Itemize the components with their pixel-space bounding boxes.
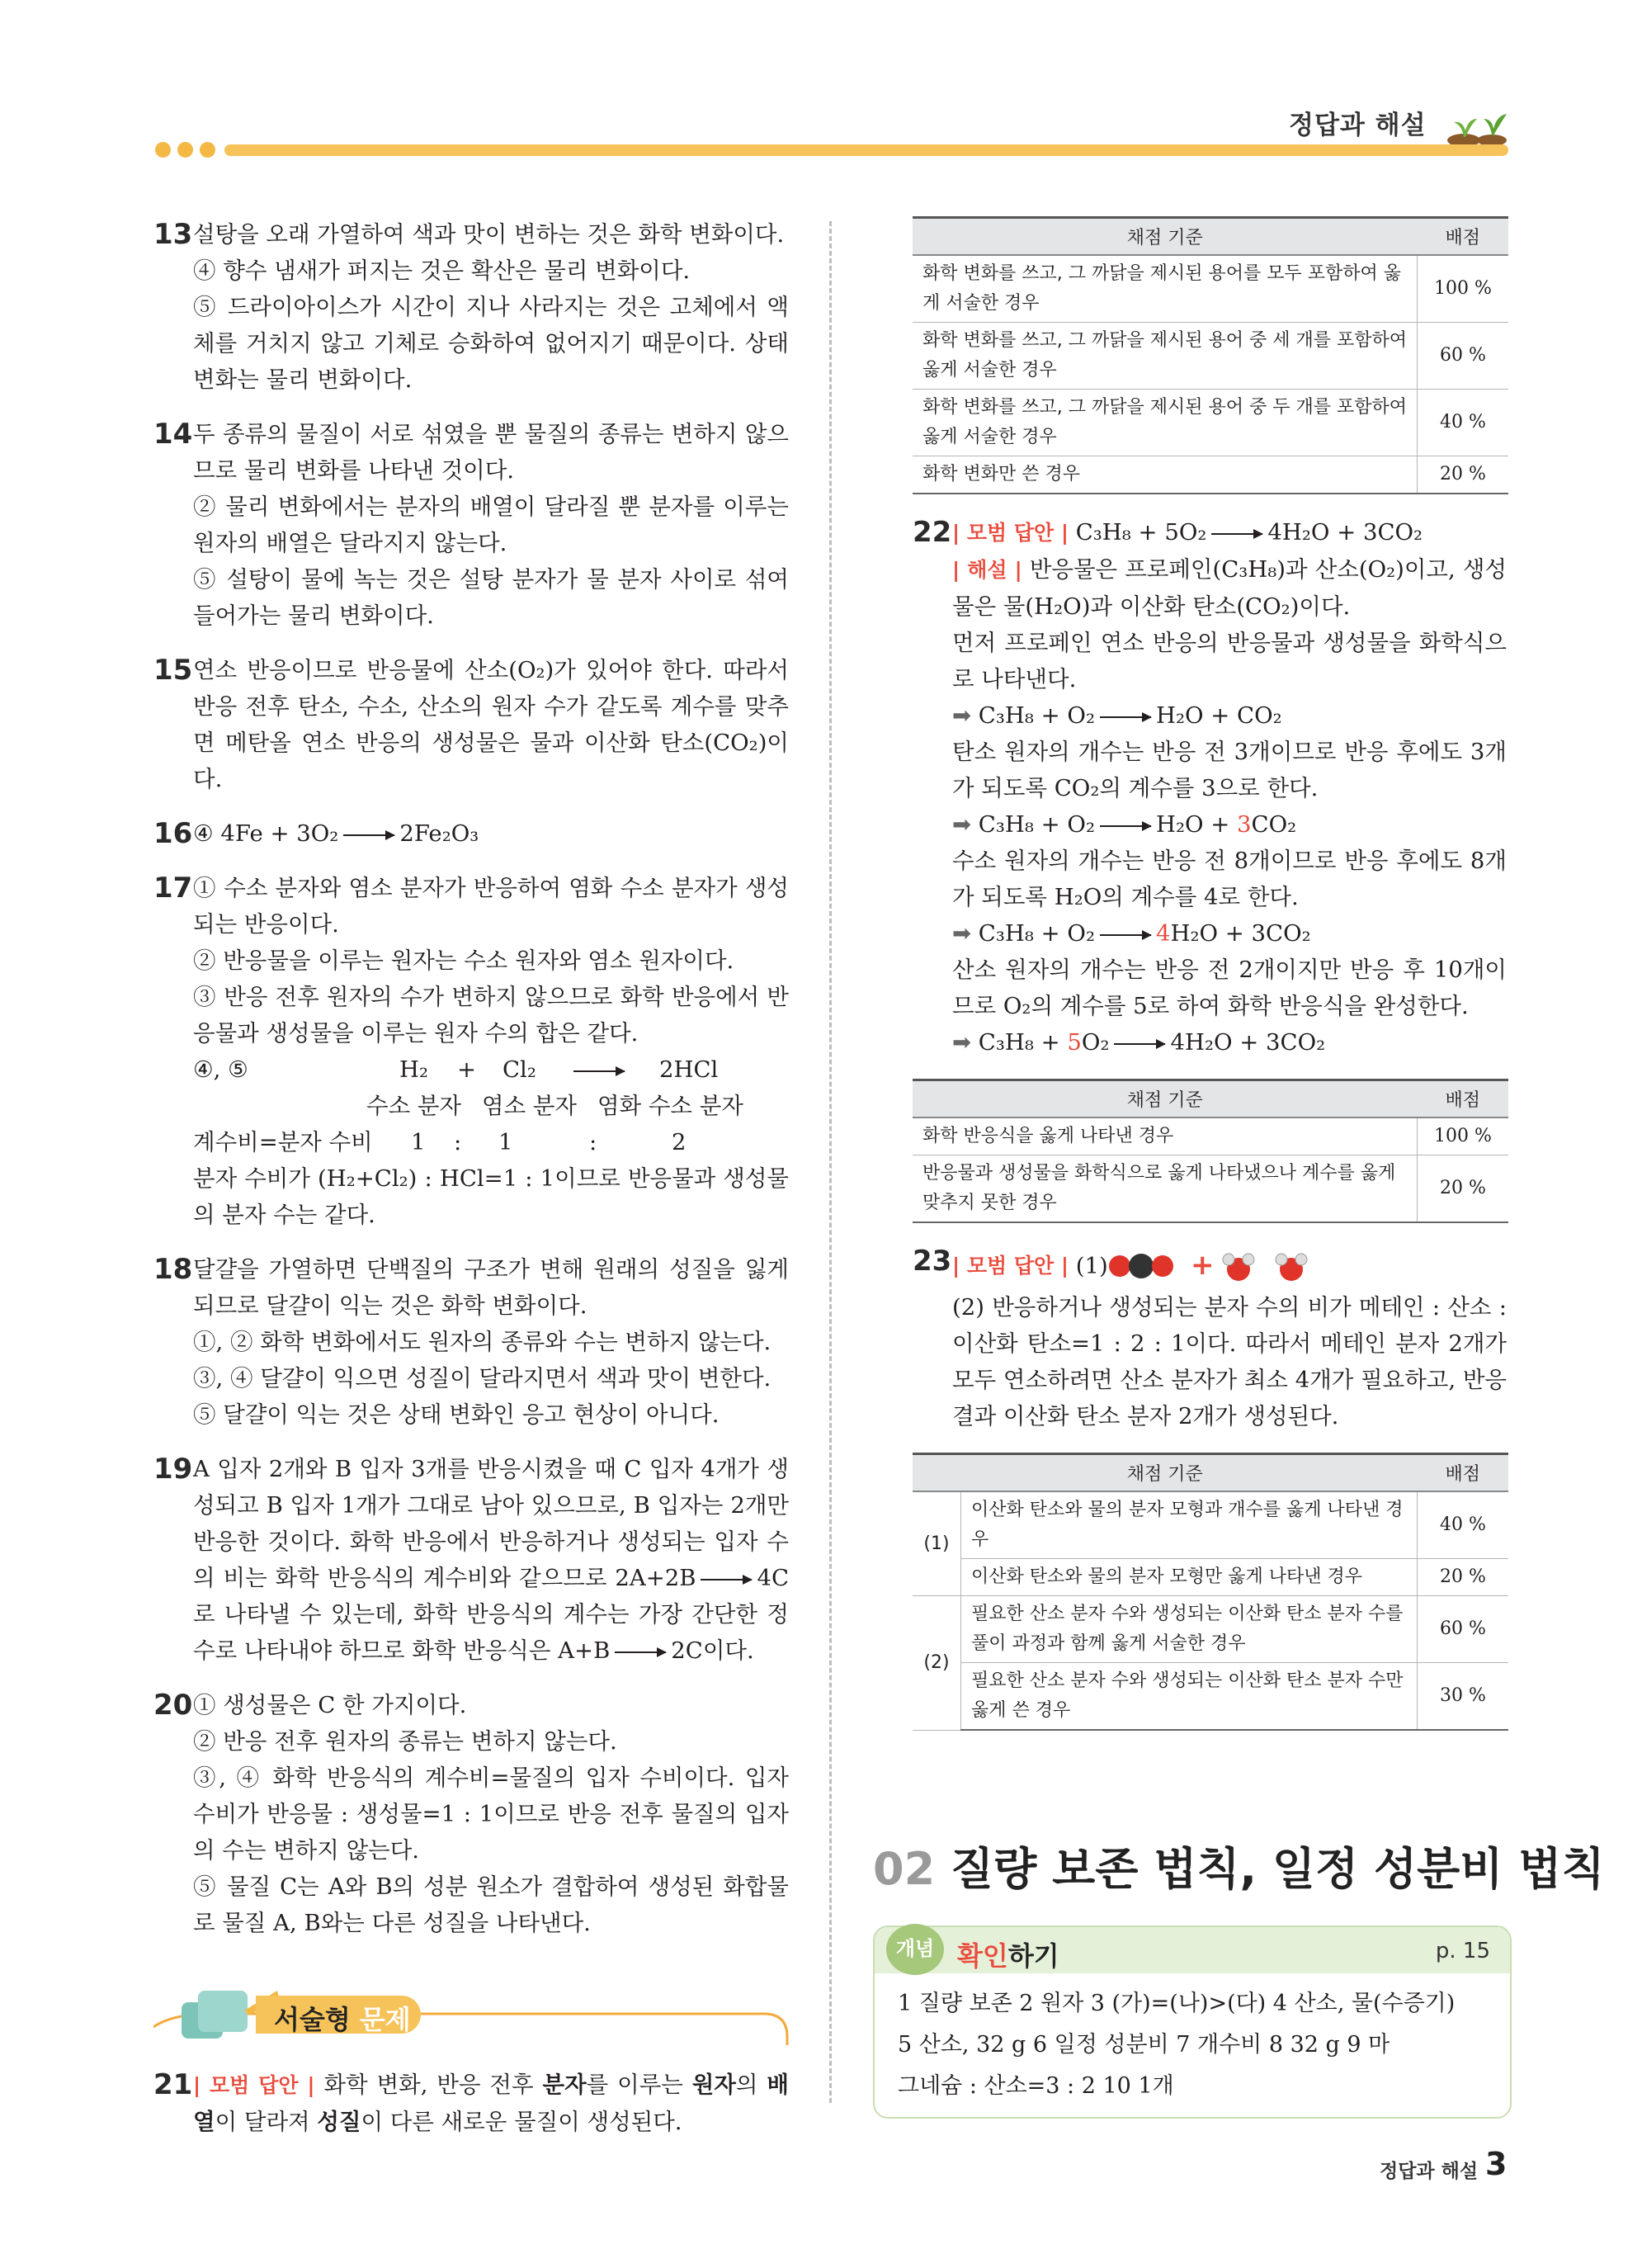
question-number: 21 bbox=[153, 2068, 193, 2101]
concept-answer-line: 그네슘 : 산소=3 : 2 10 1개 bbox=[898, 2073, 1174, 2099]
answer-text: A 입자 2개와 B 입자 3개를 반응시켰을 때 C 입자 4개가 생성되고 B 입자 1개가 그대로 남아 있으므로, B 입자는 2개만 반응한 것이다. 화학 반응에서 반응하거나 생성되는 입자 수의 비는 화학 반응식의 계수비와 같으므로 2A+2B bbox=[193, 1456, 789, 1591]
answer-line: (2) 반응하거나 생성되는 분자 수의 비가 메테인 : 산소 : 이산화 탄소=1 : 2 : 1이다. 따라서 메테인 분자 2개가 모두 연소하려면 산소 분자가 최소 4개가 필요하고, 반응 결과 이산화 탄소 분자 2개가 생성된다. bbox=[952, 1294, 1507, 1429]
points-cell: 100 % bbox=[1418, 255, 1509, 323]
header-bar bbox=[224, 144, 1508, 156]
question-number: 15 bbox=[153, 654, 193, 687]
reaction-arrow bbox=[1100, 825, 1151, 827]
question-16 bbox=[153, 815, 789, 852]
points-cell: 20 % bbox=[1418, 1559, 1509, 1596]
points-cell: 40 % bbox=[1418, 1491, 1509, 1559]
concept-badge: 개념 bbox=[886, 1924, 944, 1975]
molecule-models-icon bbox=[1108, 1243, 1331, 1289]
ratio-row bbox=[193, 1124, 789, 1160]
points-cell: 60 % bbox=[1418, 323, 1509, 390]
ratio-colon: : bbox=[589, 1129, 597, 1155]
equation-left: C₃H₈ + 5O₂ bbox=[1075, 519, 1207, 546]
page-reference: p. 15 bbox=[1435, 1939, 1490, 1963]
concept-answers bbox=[875, 1973, 1510, 2117]
equation-left: C₃H₈ + O₂ bbox=[978, 920, 1095, 947]
group-cell: (1) bbox=[913, 1491, 961, 1596]
answer-line: ⑤ 물질 C는 A와 B의 성분 원소가 결합하여 생성된 화합물로 물질 A, B와는 다른 성질을 나타낸다. bbox=[193, 1873, 789, 1936]
answer-line: ⑤ 달걀이 익는 것은 상태 변화인 응고 현상이 아니다. bbox=[193, 1401, 720, 1428]
formula-h2: H₂ bbox=[399, 1056, 429, 1083]
highlighted-coefficient: 5 bbox=[1067, 1029, 1082, 1056]
criteria-cell: 이산화 탄소와 물의 분자 모형과 개수를 옳게 나타낸 경우 bbox=[961, 1491, 1418, 1559]
criteria-cell: 화학 반응식을 옳게 나타낸 경우 bbox=[913, 1117, 1418, 1155]
reaction-arrow bbox=[1211, 533, 1262, 535]
scoring-table-21 bbox=[913, 216, 1508, 494]
answer-line: ④ 향수 냄새가 퍼지는 것은 확산은 물리 변화이다. bbox=[193, 258, 691, 284]
question-19 bbox=[153, 1451, 789, 1669]
reaction-arrow bbox=[615, 1651, 666, 1653]
table-header: 배점 bbox=[1418, 1454, 1509, 1492]
answer-line: 먼저 프로페인 연소 반응의 반응물과 생성물을 화학식으로 나타낸다. bbox=[952, 630, 1507, 692]
criteria-cell: 필요한 산소 분자 수와 생성되는 이산화 탄소 분자 수만 옳게 쓴 경우 bbox=[961, 1663, 1418, 1731]
names-label bbox=[193, 1088, 366, 1124]
name-hydrogen: 수소 분자 bbox=[366, 1093, 462, 1119]
question-18 bbox=[153, 1251, 789, 1433]
model-answer-tag: | 모범 답안 | bbox=[952, 1254, 1069, 1278]
answer-line: ①, ② 화학 변화에서도 원자의 종류와 수는 변하지 않는다. bbox=[193, 1329, 771, 1355]
points-cell: 30 % bbox=[1418, 1663, 1509, 1731]
equation-right: 4H₂O + 3CO₂ bbox=[1267, 519, 1423, 546]
answer-line: 분자 수비가 (H₂+Cl₂) : HCl=1 : 1이므로 반응물과 생성물의 분자 수는 같다. bbox=[193, 1165, 789, 1228]
page-number: 3 bbox=[1485, 2146, 1508, 2182]
concept-answer-line: 5 산소, 32 g 6 일정 성분비 7 개수비 8 32 g 9 마 bbox=[898, 2032, 1390, 2058]
equation-right: H₂O + bbox=[1155, 811, 1238, 838]
reaction-arrow bbox=[1100, 716, 1151, 718]
points-cell: 60 % bbox=[1418, 1596, 1509, 1663]
table-row bbox=[913, 1559, 1508, 1596]
concept-title-text: 하기 bbox=[1007, 1940, 1059, 1972]
answer-line: 설탕을 오래 가열하여 색과 맛이 변하는 것은 화학 변화이다. bbox=[193, 221, 785, 248]
answer-line: ② 물리 변화에서는 분자의 배열이 달라질 뿐 분자를 이루는 원자의 배열은 달라지지 않는다. bbox=[193, 494, 789, 556]
table-row bbox=[913, 390, 1508, 456]
arrow-right-icon: ➡ bbox=[952, 702, 972, 729]
arrow-right-icon: ➡ bbox=[952, 811, 972, 838]
reaction-arrow bbox=[343, 834, 394, 836]
reaction-arrow bbox=[1114, 1043, 1165, 1045]
reaction-arrow bbox=[701, 1579, 752, 1581]
name-chlorine: 염소 분자 bbox=[482, 1093, 578, 1119]
question-13 bbox=[153, 216, 789, 398]
arrow-right-icon: ➡ bbox=[952, 920, 972, 947]
equation-right: 2Fe₂O₃ bbox=[399, 820, 479, 847]
equation-right: 4H₂O + 3CO₂ bbox=[1170, 1029, 1326, 1056]
question-number: 22 bbox=[913, 516, 952, 549]
answer-line: ⑤ 설탕이 물에 녹는 것은 설탕 분자가 물 분자 사이로 섞여 들어가는 물리 변화이다. bbox=[193, 566, 789, 629]
question-20 bbox=[153, 1687, 789, 1941]
essay-banner bbox=[153, 1977, 789, 2052]
equation-right: H₂O + 3CO₂ bbox=[1170, 920, 1311, 947]
table-row bbox=[913, 1596, 1508, 1663]
answer-text: 4C로 나타낼 수 있는데, 화학 반응식의 계수는 가장 간단한 정수로 나타내야 하므로 화학 반응식은 A+B bbox=[193, 1565, 789, 1664]
right-column bbox=[913, 216, 1507, 1751]
keyword: 분자 bbox=[542, 2072, 587, 2098]
answer-text: 의 bbox=[735, 2072, 767, 2098]
section-heading bbox=[873, 1834, 1605, 1897]
answer-line: ② 반응 전후 원자의 종류는 변하지 않는다. bbox=[193, 1728, 617, 1755]
answer-text: 화학 변화, 반응 전후 bbox=[323, 2072, 543, 2098]
answer-text: 이 다른 새로운 물질이 생성된다. bbox=[361, 2109, 682, 2135]
scoring-table-22 bbox=[913, 1079, 1508, 1223]
table-row bbox=[913, 1491, 1508, 1559]
plus-sign: + bbox=[1190, 1249, 1215, 1282]
equation-right: H₂O + CO₂ bbox=[1155, 702, 1282, 729]
answer-line: ③, ④ 달걀이 익으면 성질이 달라지면서 색과 맛이 변한다. bbox=[193, 1365, 771, 1392]
answer-line: 두 종류의 물질이 서로 섞였을 뿐 물질의 종류는 변하지 않으므로 물리 변화를 나타낸 것이다. bbox=[193, 421, 789, 484]
name-hcl: 염화 수소 분자 bbox=[597, 1093, 743, 1119]
equation-label: ④, ⑤ bbox=[193, 1056, 248, 1083]
left-column bbox=[153, 216, 789, 1959]
answer-text: 반응물은 프로페인(C₃H₈)과 산소(O₂)이고, 생성물은 물(H₂O)과 이산화 탄소(CO₂)이다. bbox=[952, 556, 1507, 620]
question-14 bbox=[153, 416, 789, 634]
table-row bbox=[913, 456, 1508, 494]
ratio-label: 계수비=분자 수비 bbox=[193, 1129, 373, 1155]
reaction-arrow bbox=[573, 1070, 625, 1072]
column-divider bbox=[829, 221, 832, 2103]
equation-left: C₃H₈ + bbox=[978, 1029, 1068, 1056]
question-15 bbox=[153, 652, 789, 797]
answer-line: ① 수소 분자와 염소 분자가 반응하여 염화 수소 분자가 생성되는 반응이다. bbox=[193, 875, 789, 938]
sub-answer-label: (1) bbox=[1075, 1253, 1108, 1279]
reaction-arrow bbox=[1100, 934, 1151, 936]
sprout-icon bbox=[1446, 101, 1512, 147]
ratio-value: 2 bbox=[672, 1129, 687, 1155]
answer-line: 탄소 원자의 개수는 반응 전 3개이므로 반응 후에도 3개가 되도록 CO₂의 계수를 3으로 한다. bbox=[952, 739, 1507, 801]
table-header: 배점 bbox=[1418, 1080, 1509, 1118]
answer-line: 연소 반응이므로 반응물에 산소(O₂)가 있어야 한다. 따라서 반응 전후 탄소, 수소, 산소의 원자 수가 같도록 계수를 맞추면 메탄올 연소 반응의 생성물은 물과 이산화 탄소(CO₂)이다. bbox=[193, 657, 789, 792]
arrow-right-icon: ➡ bbox=[952, 1029, 972, 1056]
concept-answer-line: 1 질량 보존 2 원자 3 (가)=(나)>(다) 4 산소, 물(수증기) bbox=[898, 1991, 1456, 2016]
equation-left: ④ 4Fe + 3O₂ bbox=[193, 820, 339, 847]
equation-left: C₃H₈ + O₂ bbox=[978, 702, 1095, 729]
question-number: 14 bbox=[153, 418, 193, 451]
criteria-cell: 화학 변화를 쓰고, 그 까닭을 제시된 용어 중 두 개를 포함하여 옳게 서술한 경우 bbox=[913, 390, 1418, 456]
answer-line: ① 생성물은 C 한 가지이다. bbox=[193, 1692, 467, 1718]
criteria-cell: 화학 변화만 쓴 경우 bbox=[913, 456, 1418, 494]
essay-banner-graphic bbox=[153, 1977, 789, 2052]
criteria-cell: 필요한 산소 분자 수와 생성되는 이산화 탄소 분자 수를 풀이 과정과 함께 옳게 서술한 경우 bbox=[961, 1596, 1418, 1663]
concept-check-box bbox=[873, 1925, 1512, 2119]
section-number: 02 bbox=[873, 1843, 936, 1895]
essay-section bbox=[153, 1977, 789, 2158]
model-answer-tag: | 모범 답안 | bbox=[952, 521, 1069, 545]
names-row bbox=[193, 1088, 789, 1124]
ratio-colon: : bbox=[454, 1129, 462, 1155]
explanation-tag: | 해설 | bbox=[952, 558, 1022, 582]
concept-title-accent: 확인 bbox=[957, 1940, 1008, 1972]
plus-sign: + bbox=[457, 1056, 477, 1083]
answer-line: ② 반응물을 이루는 원자는 수소 원자와 염소 원자이다. bbox=[193, 947, 734, 974]
concept-title bbox=[957, 1935, 1059, 1973]
formula-hcl: 2HCl bbox=[659, 1056, 719, 1083]
answer-line: ⑤ 드라이아이스가 시간이 지나 사라지는 것은 고체에서 액체를 거치지 않고 기체로 승화하여 없어지기 때문이다. 상태 변화는 물리 변화이다. bbox=[193, 294, 789, 393]
equation-right: CO₂ bbox=[1251, 811, 1297, 838]
keyword: 배열 bbox=[193, 2072, 789, 2135]
essay-banner-label-accent: 문제 bbox=[359, 2004, 411, 2035]
table-row bbox=[913, 1117, 1508, 1155]
highlighted-coefficient: 4 bbox=[1155, 920, 1171, 947]
essay-banner-label: 서술형 bbox=[274, 2004, 351, 2035]
question-number: 23 bbox=[913, 1245, 952, 1278]
points-cell: 40 % bbox=[1418, 390, 1509, 456]
question-22 bbox=[913, 514, 1507, 1061]
table-header: 채점 기준 bbox=[913, 1454, 1418, 1492]
header-dots bbox=[155, 142, 222, 161]
question-number: 20 bbox=[153, 1689, 193, 1722]
group-cell: (2) bbox=[913, 1596, 961, 1731]
table-header: 채점 기준 bbox=[913, 1080, 1418, 1118]
points-cell: 20 % bbox=[1418, 1155, 1509, 1223]
question-21 bbox=[153, 2067, 789, 2140]
table-row bbox=[913, 255, 1508, 323]
equation-left: C₃H₈ + O₂ bbox=[978, 811, 1095, 838]
scoring-table-23 bbox=[913, 1453, 1508, 1731]
answer-line: 달걀을 가열하면 단백질의 구조가 변해 원래의 성질을 잃게 되므로 달걀이 익는 것은 화학 변화이다. bbox=[193, 1256, 789, 1319]
question-number: 19 bbox=[153, 1453, 193, 1486]
equation-left: O₂ bbox=[1081, 1029, 1110, 1056]
answer-line: 산소 원자의 개수는 반응 전 2개이지만 반응 후 10개이므로 O₂의 계수를 5로 하여 화학 반응식을 완성한다. bbox=[952, 957, 1507, 1019]
model-answer-tag: | 모범 답안 | bbox=[193, 2073, 315, 2097]
keyword: 원자 bbox=[691, 2072, 736, 2098]
question-17 bbox=[153, 870, 789, 1233]
header-title: 정답과 해설 bbox=[1289, 111, 1427, 140]
keyword: 성질 bbox=[317, 2109, 361, 2135]
answer-text: 2C이다. bbox=[671, 1637, 754, 1664]
answer-text: 를 이루는 bbox=[586, 2072, 692, 2098]
points-cell: 100 % bbox=[1418, 1117, 1509, 1155]
points-cell: 20 % bbox=[1418, 456, 1509, 494]
equation-row bbox=[193, 1051, 789, 1088]
answer-text: 이 달라져 bbox=[215, 2109, 318, 2135]
formula-cl2: Cl₂ bbox=[503, 1056, 536, 1083]
section-title: 질량 보존 법칙, 일정 성분비 법칙 bbox=[950, 1843, 1605, 1895]
table-header: 배점 bbox=[1418, 218, 1509, 256]
table-row bbox=[913, 1663, 1508, 1731]
ratio-value: 1 bbox=[411, 1129, 426, 1155]
question-23 bbox=[913, 1243, 1507, 1434]
ratio-value: 1 bbox=[498, 1129, 513, 1155]
criteria-cell: 화학 변화를 쓰고, 그 까닭을 제시된 용어 중 세 개를 포함하여 옳게 서술한 경우 bbox=[913, 323, 1418, 390]
question-number: 18 bbox=[153, 1253, 193, 1286]
table-header: 채점 기준 bbox=[913, 218, 1418, 256]
criteria-cell: 반응물과 생성물을 화학식으로 옳게 나타냈으나 계수를 옳게 맞추지 못한 경우 bbox=[913, 1155, 1418, 1223]
question-number: 17 bbox=[153, 872, 193, 905]
concept-check-header bbox=[875, 1927, 1510, 1973]
answer-line: ③ 반응 전후 원자의 수가 변하지 않으므로 화학 반응에서 반응물과 생성물을 이루는 원자 수의 합은 같다. bbox=[193, 984, 789, 1047]
table-row bbox=[913, 1155, 1508, 1223]
answer-line: ③, ④ 화학 반응식의 계수비=물질의 입자 수비이다. 입자 수비가 반응물 : 생성물=1 : 1이므로 반응 전후 물질의 입자의 수는 변하지 않는다. bbox=[193, 1765, 789, 1864]
question-number: 16 bbox=[153, 817, 193, 850]
criteria-cell: 이산화 탄소와 물의 분자 모형만 옳게 나타낸 경우 bbox=[961, 1559, 1418, 1596]
answer-line: 수소 원자의 개수는 반응 전 8개이므로 반응 후에도 8개가 되도록 H₂O의 계수를 4로 한다. bbox=[952, 848, 1507, 910]
highlighted-coefficient: 3 bbox=[1237, 811, 1252, 838]
table-row bbox=[913, 323, 1508, 390]
criteria-cell: 화학 변화를 쓰고, 그 까닭을 제시된 용어를 모두 포함하여 옳게 서술한 경우 bbox=[913, 255, 1418, 323]
question-number: 13 bbox=[153, 218, 193, 251]
footer-label: 정답과 해설 bbox=[1380, 2161, 1479, 2182]
